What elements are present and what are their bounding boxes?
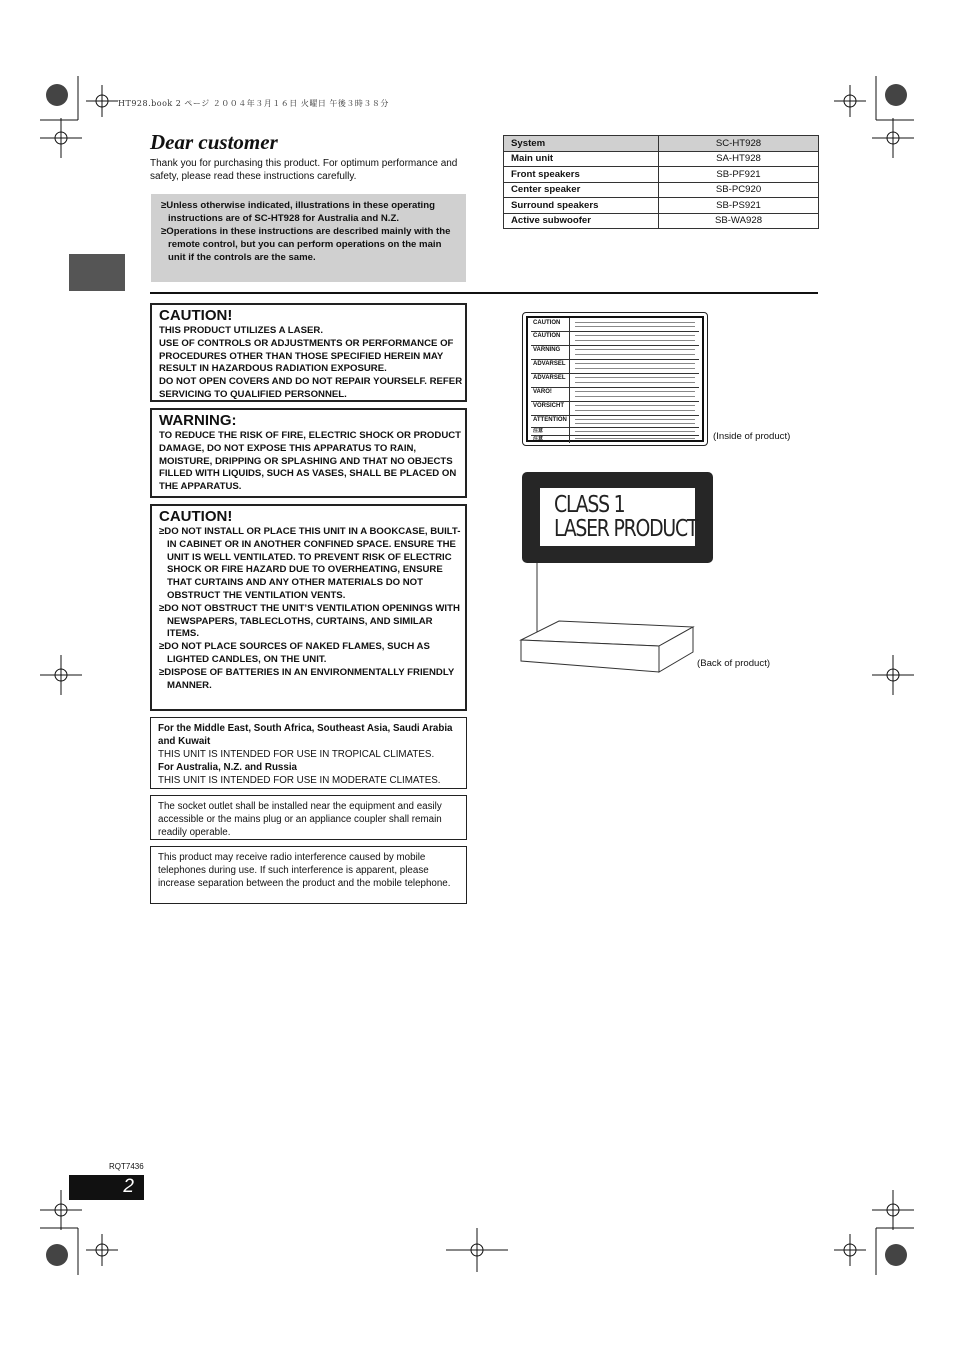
radio-note-box (150, 846, 467, 904)
print-header: HT928.book 2 ページ ２００４年３月１６日 火曜日 午後３時３８分 (118, 99, 389, 108)
crosshair-icon (872, 655, 914, 695)
climate-text: THIS UNIT IS INTENDED FOR USE IN TROPICAL CLIMATES. (158, 749, 435, 760)
warning-heading: WARNING: (159, 412, 237, 429)
label-row: VARNING (531, 345, 699, 360)
page-number-tab (69, 1175, 144, 1200)
table-row: Center speaker SB-PC920 (504, 182, 819, 198)
note-item: ≥Operations in these instructions are described mainly with the remote control, but you can perform operations on the main unit if the controls are the same. (161, 226, 451, 263)
caution-item: ≥DO NOT OBSTRUCT THE UNIT’S VENTILATION OPENINGS WITH NEWSPAPERS, TABLECLOTHS, CURTAINS, AND SIMILAR ITEMS. (159, 602, 460, 640)
note-item: ≥Unless otherwise indicated, illustrations in these operating instructions are of SC-HT928 for Australia and N.Z. (161, 200, 435, 224)
page-number: 2 (123, 1176, 134, 1197)
caution-line: USE OF CONTROLS OR ADJUSTMENTS OR PERFORMANCE OF PROCEDURES OTHER THAN THOSE SPECIFIED HEREIN MAY RESULT IN HAZARDOUS RADIATION EXPOSURE. (159, 337, 454, 375)
caution-item: ≥DISPOSE OF BATTERIES IN AN ENVIRONMENTALLY FRIENDLY MANNER. (159, 666, 455, 691)
class1-laser-label (522, 472, 713, 563)
notes-box (151, 194, 466, 282)
climate-region: For the Middle East, South Africa, Southeast Asia, Saudi Arabia and Kuwait (158, 723, 453, 747)
document-code: RQT7436 (109, 1162, 144, 1171)
label-row: ATTENTION (531, 415, 699, 428)
label-row: 注意 (531, 435, 699, 443)
caution-heading: CAUTION! (159, 508, 233, 525)
caution-install-box (150, 504, 467, 711)
crosshair-icon (834, 1234, 866, 1266)
inside-caption: (Inside of product) (713, 431, 791, 442)
table-row: Main unit SA-HT928 (504, 151, 819, 167)
table-row: Active subwoofer SB-WA928 (504, 213, 819, 229)
caution-item: ≥DO NOT INSTALL OR PLACE THIS UNIT IN A BOOKCASE, BUILT-IN CABINET OR IN ANOTHER CONFINED SPACE. ENSURE THE UNIT IS WELL VENTILATED. TO PREVENT RISK OF ELECTRIC SHOCK OR FIRE HAZARD DUE TO OVERHEATING, ENSURE THAT CURTAINS AND ANY OTHER MATERIALS DO NOT OBSTRUCT THE VENTILATION VENTS. (159, 526, 461, 601)
page-title: Dear customer (150, 130, 278, 154)
crosshair-icon (872, 1190, 914, 1230)
caution-line: THIS PRODUCT UTILIZES A LASER. (159, 325, 323, 336)
target-icon (885, 84, 907, 106)
intro-text: Thank you for purchasing this product. For optimum performance and safety, please read these instructions carefully. (150, 158, 458, 182)
crosshair-icon (872, 118, 914, 158)
caution-laser-box (150, 303, 467, 402)
caution-line: DO NOT OPEN COVERS AND DO NOT REPAIR YOURSELF. REFER SERVICING TO QUALIFIED PERSONNEL. (159, 376, 463, 400)
climate-text: THIS UNIT IS INTENDED FOR USE IN MODERATE CLIMATES. (158, 775, 441, 786)
socket-note-box (150, 795, 467, 840)
socket-note: The socket outlet shall be installed near the equipment and easily accessible or the mains plug or an appliance coupler shall remain readily operable. (158, 801, 442, 838)
label-row: VORSICHT (531, 401, 699, 416)
table-row: Front speakers SB-PF921 (504, 167, 819, 183)
section-tab (69, 254, 125, 291)
class-label-line1: CLASS 1 (554, 492, 625, 518)
target-icon (46, 84, 68, 106)
laser-warning-label (522, 312, 708, 446)
product-box-illustration (515, 560, 700, 680)
crosshair-icon (40, 655, 82, 695)
back-caption: (Back of product) (697, 658, 771, 669)
table-row: Surround speakers SB-PS921 (504, 198, 819, 214)
table-row: System SC-HT928 (504, 136, 819, 152)
climate-box (150, 717, 467, 789)
caution-heading: CAUTION! (159, 307, 233, 324)
radio-note: This product may receive radio interference caused by mobile telephones during use. If such interference is apparent, please increase separation between the product and the mobile telephone. (158, 852, 451, 889)
crosshair-icon (86, 1234, 118, 1266)
warning-text: TO REDUCE THE RISK OF FIRE, ELECTRIC SHOCK OR PRODUCT DAMAGE, DO NOT EXPOSE THIS APPARATUS TO RAIN, MOISTURE, DRIPPING OR SPLASHING AND THAT NO OBJECTS FILLED WITH LIQUIDS, SUCH AS VASES, SHALL BE PLACED ON THE APPARATUS. (159, 430, 462, 493)
model-table (503, 135, 819, 229)
target-icon (46, 1244, 68, 1266)
crosshair-icon (834, 85, 866, 117)
label-row: VARO! (531, 387, 699, 402)
caution-item: ≥DO NOT PLACE SOURCES OF NAKED FLAMES, SUCH AS LIGHTED CANDLES, ON THE UNIT. (159, 641, 430, 665)
label-row: ADVARSEL (531, 359, 699, 374)
warning-box (150, 408, 467, 498)
label-row: CAUTION (531, 318, 699, 332)
label-row: ADVARSEL (531, 373, 699, 388)
target-icon (885, 1244, 907, 1266)
label-row: CAUTION (531, 331, 699, 346)
crosshair-icon (40, 118, 82, 158)
class-label-line2: LASER PRODUCT (554, 516, 698, 542)
label-row: 注意 (531, 427, 699, 436)
climate-region: For Australia, N.Z. and Russia (158, 762, 297, 773)
crosshair-icon (446, 1228, 508, 1272)
crosshair-icon (86, 85, 118, 117)
section-divider (150, 292, 818, 294)
